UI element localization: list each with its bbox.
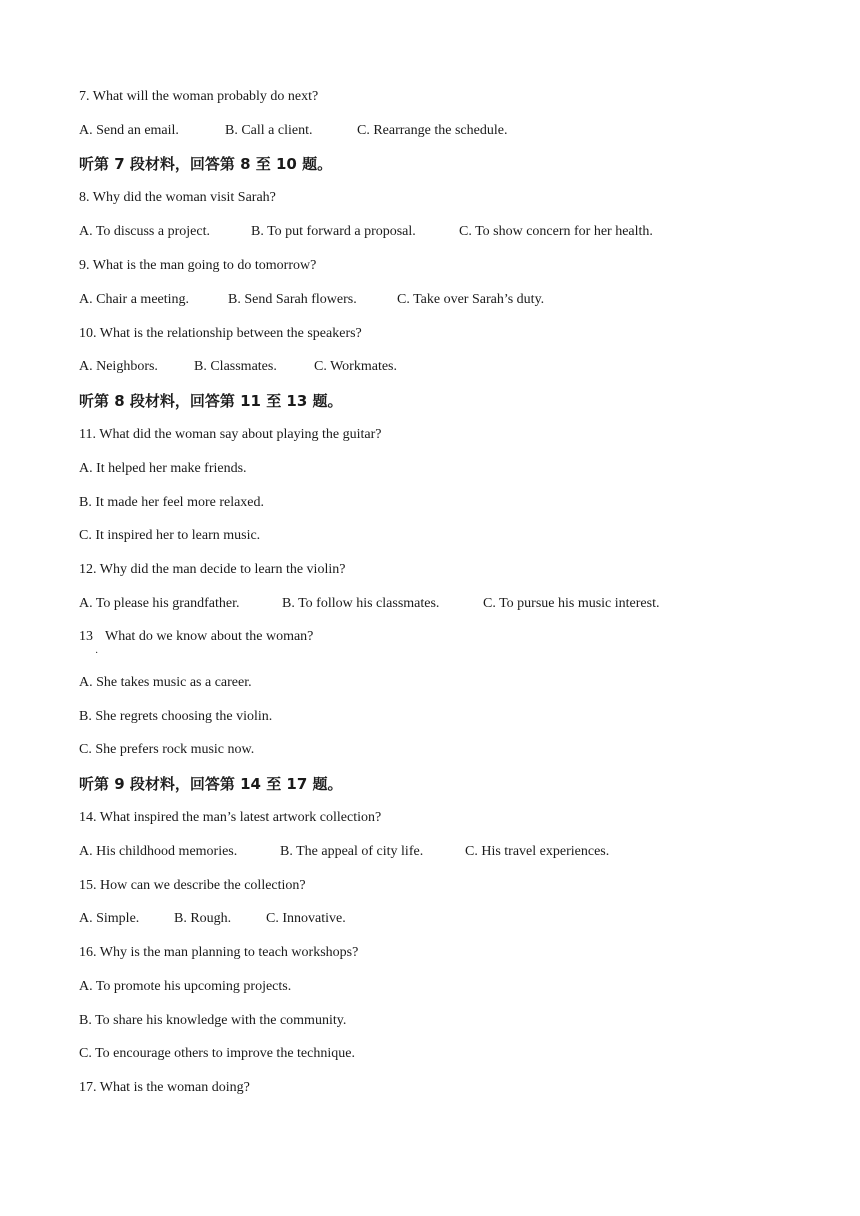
question-9: 9. What is the man going to do tomorrow? bbox=[79, 258, 317, 273]
q7-option-a: A. Send an email. bbox=[79, 123, 179, 138]
q7-option-c: C. Rearrange the schedule. bbox=[357, 123, 508, 138]
question-9-options bbox=[79, 291, 779, 309]
q10-option-c: C. Workmates. bbox=[314, 359, 397, 374]
q15-option-a: A. Simple. bbox=[79, 911, 140, 926]
q13-option-b: B. She regrets choosing the violin. bbox=[79, 709, 273, 724]
q14-option-a: A. His childhood memories. bbox=[79, 844, 238, 859]
question-14: 14. What inspired the man’s latest artwork collection? bbox=[79, 810, 382, 825]
question-8: 8. Why did the woman visit Sarah? bbox=[79, 190, 276, 205]
question-13 bbox=[79, 628, 479, 646]
q9-option-a: A. Chair a meeting. bbox=[79, 292, 190, 307]
q13-option-a: A. She takes music as a career. bbox=[79, 675, 252, 690]
q12-option-a: A. To please his grandfather. bbox=[79, 596, 240, 611]
q13-text: What do we know about the woman? bbox=[105, 629, 314, 644]
question-14-options bbox=[79, 843, 779, 861]
question-12: 12. Why did the man decide to learn the violin? bbox=[79, 562, 346, 577]
question-11: 11. What did the woman say about playing the guitar? bbox=[79, 427, 382, 442]
q16-option-b: B. To share his knowledge with the community. bbox=[79, 1013, 347, 1028]
question-10: 10. What is the relationship between the speakers? bbox=[79, 326, 362, 341]
q7-option-b: B. Call a client. bbox=[225, 123, 313, 138]
q11-option-b: B. It made her feel more relaxed. bbox=[79, 495, 265, 510]
q10-option-a: A. Neighbors. bbox=[79, 359, 158, 374]
q14-option-c: C. His travel experiences. bbox=[465, 844, 610, 859]
q13-number: 13 bbox=[79, 629, 93, 644]
q8-option-b: B. To put forward a proposal. bbox=[251, 224, 416, 239]
q9-option-b: B. Send Sarah flowers. bbox=[228, 292, 357, 307]
q11-option-c: C. It inspired her to learn music. bbox=[79, 528, 261, 543]
q9-option-c: C. Take over Sarah’s duty. bbox=[397, 292, 545, 307]
q8-option-c: C. To show concern for her health. bbox=[459, 224, 653, 239]
question-16: 16. Why is the man planning to teach workshops? bbox=[79, 945, 359, 960]
question-15: 15. How can we describe the collection? bbox=[79, 878, 306, 893]
section-heading-9: 听第 9 段材料，回答第 14 至 17 题。 bbox=[79, 775, 343, 793]
q10-option-b: B. Classmates. bbox=[194, 359, 277, 374]
question-17: 17. What is the woman doing? bbox=[79, 1080, 250, 1095]
question-10-options bbox=[79, 358, 779, 376]
question-7: 7. What will the woman probably do next? bbox=[79, 89, 319, 104]
q13-dot: · bbox=[95, 648, 99, 659]
question-12-options bbox=[79, 595, 799, 613]
section-heading-8: 听第 8 段材料，回答第 11 至 13 题。 bbox=[79, 392, 343, 410]
q13-option-c: C. She prefers rock music now. bbox=[79, 742, 255, 757]
q12-option-b: B. To follow his classmates. bbox=[282, 596, 440, 611]
q8-option-a: A. To discuss a project. bbox=[79, 224, 210, 239]
q11-option-a: A. It helped her make friends. bbox=[79, 461, 247, 476]
q16-option-c: C. To encourage others to improve the technique. bbox=[79, 1046, 355, 1061]
q16-option-a: A. To promote his upcoming projects. bbox=[79, 979, 292, 994]
q14-option-b: B. The appeal of city life. bbox=[280, 844, 424, 859]
question-8-options bbox=[79, 223, 779, 241]
question-7-options bbox=[79, 122, 779, 140]
q12-option-c: C. To pursue his music interest. bbox=[483, 596, 660, 611]
section-heading-7: 听第 7 段材料，回答第 8 至 10 题。 bbox=[79, 155, 333, 173]
q15-option-c: C. Innovative. bbox=[266, 911, 346, 926]
q15-option-b: B. Rough. bbox=[174, 911, 232, 926]
question-15-options bbox=[79, 910, 779, 928]
